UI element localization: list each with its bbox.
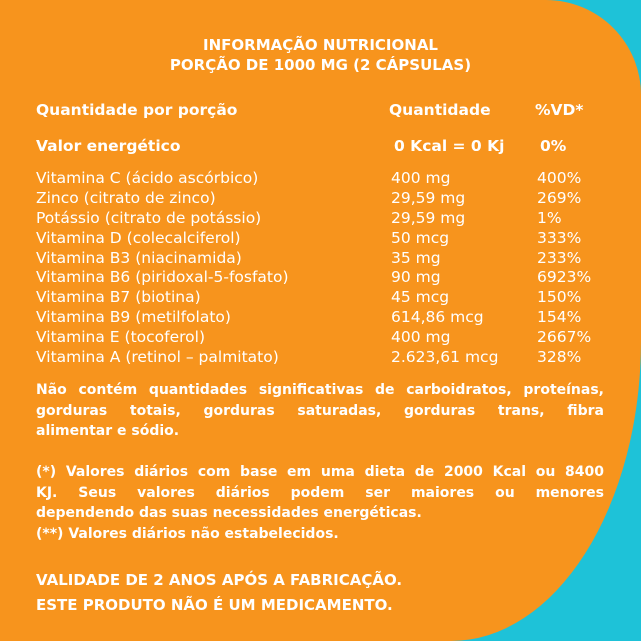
nutrient-name: Zinco (citrato de zinco)	[36, 188, 216, 207]
nutrient-vd: 6923%	[537, 268, 592, 287]
footnote-line: (**) Valores diários não estabelecidos.	[36, 526, 339, 542]
nutrient-amount: 50 mcg	[391, 228, 450, 247]
header-quantity-per-serving: Quantidade por porção	[36, 101, 238, 119]
energy-vd: 0%	[540, 137, 567, 155]
nutrient-name: Vitamina D (colecalciferol)	[36, 228, 241, 247]
nutrient-amount: 614,86 mcg	[391, 308, 484, 327]
nutrient-amount: 400 mg	[391, 328, 451, 347]
nutrient-vd: 233%	[537, 248, 582, 267]
footnote-line: KJ. Seus valores diários podem ser maiores ou menores	[36, 484, 604, 501]
nutrient-amount: 45 mcg	[391, 288, 450, 307]
validity-notice: VALIDADE DE 2 ANOS APÓS A FABRICAÇÃO.	[36, 571, 403, 589]
nutrient-amount: 29,59 mg	[391, 188, 466, 207]
nutrient-amount: 35 mg	[391, 248, 441, 267]
nutrient-amount: 90 mg	[391, 268, 441, 287]
nutrient-name: Vitamina B6 (piridoxal-5-fosfato)	[36, 268, 289, 287]
note-line: Não contém quantidades significativas de carboidratos, proteínas,	[36, 382, 604, 398]
note-line: gorduras totais, gorduras saturadas, gorduras trans, fibra	[36, 402, 604, 419]
energy-label: Valor energético	[36, 137, 181, 155]
nutrient-amount: 29,59 mg	[391, 208, 466, 227]
nutrient-vd: 269%	[537, 188, 582, 207]
serving-size-title: PORÇÃO DE 1000 MG (2 CÁPSULAS)	[169, 56, 472, 74]
nutrient-vd: 400%	[537, 169, 582, 187]
daily-value-footnote	[36, 462, 604, 524]
not-medicine-notice: ESTE PRODUTO NÃO É UM MEDICAMENTO.	[36, 596, 393, 614]
footnote-line: (*) Valores diários com base em uma dieta de 2000 Kcal ou 8400	[36, 464, 604, 480]
nutrient-name: Vitamina C (ácido ascórbico)	[36, 169, 259, 187]
nutrient-vd: 154%	[537, 308, 582, 327]
nutrient-name: Potássio (citrato de potássio)	[36, 208, 262, 227]
nutrient-amount: 2.623,61 mcg	[391, 348, 499, 367]
note-line: alimentar e sódio.	[36, 423, 180, 439]
nutrient-name: Vitamina A (retinol – palmitato)	[36, 348, 279, 367]
nutrient-amount: 400 mg	[391, 169, 451, 187]
nutrient-vd: 1%	[537, 208, 562, 227]
nutrient-vd: 150%	[537, 288, 582, 307]
nutrient-vd: 2667%	[537, 328, 592, 347]
nutrient-name: Vitamina B7 (biotina)	[36, 288, 201, 307]
footnote-line: dependendo das suas necessidades energéticas.	[36, 505, 422, 521]
nutrient-name: Vitamina E (tocoferol)	[36, 328, 205, 347]
nutrient-vd: 333%	[537, 228, 582, 247]
nutrient-vd: 328%	[537, 348, 582, 367]
not-significant-note	[36, 380, 604, 442]
nutrient-name: Vitamina B3 (niacinamida)	[36, 248, 242, 267]
nutrient-name: Vitamina B9 (metilfolato)	[36, 308, 231, 327]
header-quantity: Quantidade	[389, 101, 491, 119]
not-established-footnote	[36, 524, 604, 545]
energy-amount: 0 Kcal = 0 Kj	[394, 137, 505, 155]
header-daily-value: %VD*	[535, 101, 584, 119]
nutrition-title: INFORMAÇÃO NUTRICIONAL	[203, 36, 438, 54]
